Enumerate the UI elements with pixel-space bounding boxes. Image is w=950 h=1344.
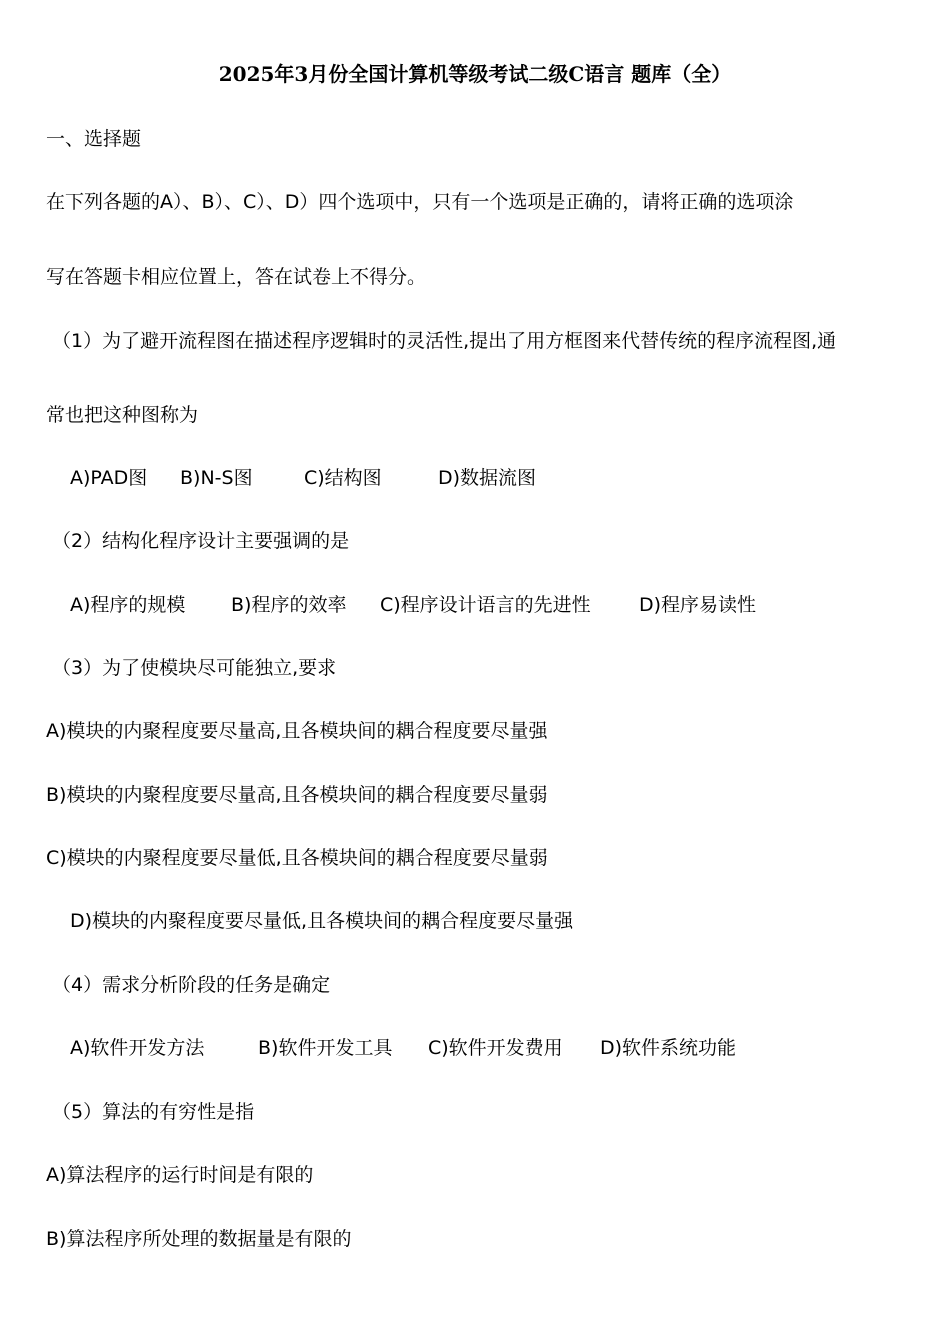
question-5-option-b: B)算法程序所处理的数据量是有限的 — [46, 1228, 352, 1250]
question-3-stem: （3）为了使模块尽可能独立,要求 — [52, 657, 337, 679]
question-3-option-d: D)模块的内聚程度要尽量低,且各模块间的耦合程度要尽量强 — [70, 910, 574, 932]
question-3-option-c: C)模块的内聚程度要尽量低,且各模块间的耦合程度要尽量弱 — [46, 847, 548, 869]
instructions-line-1: 在下列各题的A）、B）、C）、D）四个选项中，只有一个选项是正确的，请将正确的选项涂 — [46, 191, 794, 213]
question-2-option-d: D)程序易读性 — [639, 594, 757, 616]
question-4-option-b: B)软件开发工具 — [258, 1037, 393, 1059]
question-2-option-c: C)程序设计语言的先进性 — [380, 594, 591, 616]
question-1-option-b: B)N-S图 — [180, 467, 253, 489]
question-4-option-a: A)软件开发方法 — [70, 1037, 205, 1059]
question-1-stem-line-1: （1）为了避开流程图在描述程序逻辑时的灵活性,提出了用方框图来代替传统的程序流程图,通 — [52, 330, 837, 352]
question-2-stem: （2）结构化程序设计主要强调的是 — [52, 530, 350, 552]
document-title: 2025年3月份全国计算机等级考试二级C语言 题库（全） — [218, 62, 732, 86]
question-2-option-b: B)程序的效率 — [231, 594, 347, 616]
question-3-option-a: A)模块的内聚程度要尽量高,且各模块间的耦合程度要尽量强 — [46, 720, 548, 742]
question-1-option-d: D)数据流图 — [438, 467, 537, 489]
section-heading: 一、选择题 — [46, 128, 142, 150]
question-2-option-a: A)程序的规模 — [70, 594, 186, 616]
instructions-line-2: 写在答题卡相应位置上，答在试卷上不得分。 — [46, 266, 427, 288]
question-4-stem: （4）需求分析阶段的任务是确定 — [52, 974, 331, 996]
question-1-option-a: A)PAD图 — [70, 467, 148, 489]
question-1-stem-line-2: 常也把这种图称为 — [46, 404, 199, 426]
question-4-option-d: D)软件系统功能 — [600, 1037, 737, 1059]
question-5-stem: （5）算法的有穷性是指 — [52, 1101, 255, 1123]
question-5-option-a: A)算法程序的运行时间是有限的 — [46, 1164, 314, 1186]
question-1-option-c: C)结构图 — [304, 467, 382, 489]
question-3-option-b: B)模块的内聚程度要尽量高,且各模块间的耦合程度要尽量弱 — [46, 784, 548, 806]
question-4-option-c: C)软件开发费用 — [428, 1037, 563, 1059]
